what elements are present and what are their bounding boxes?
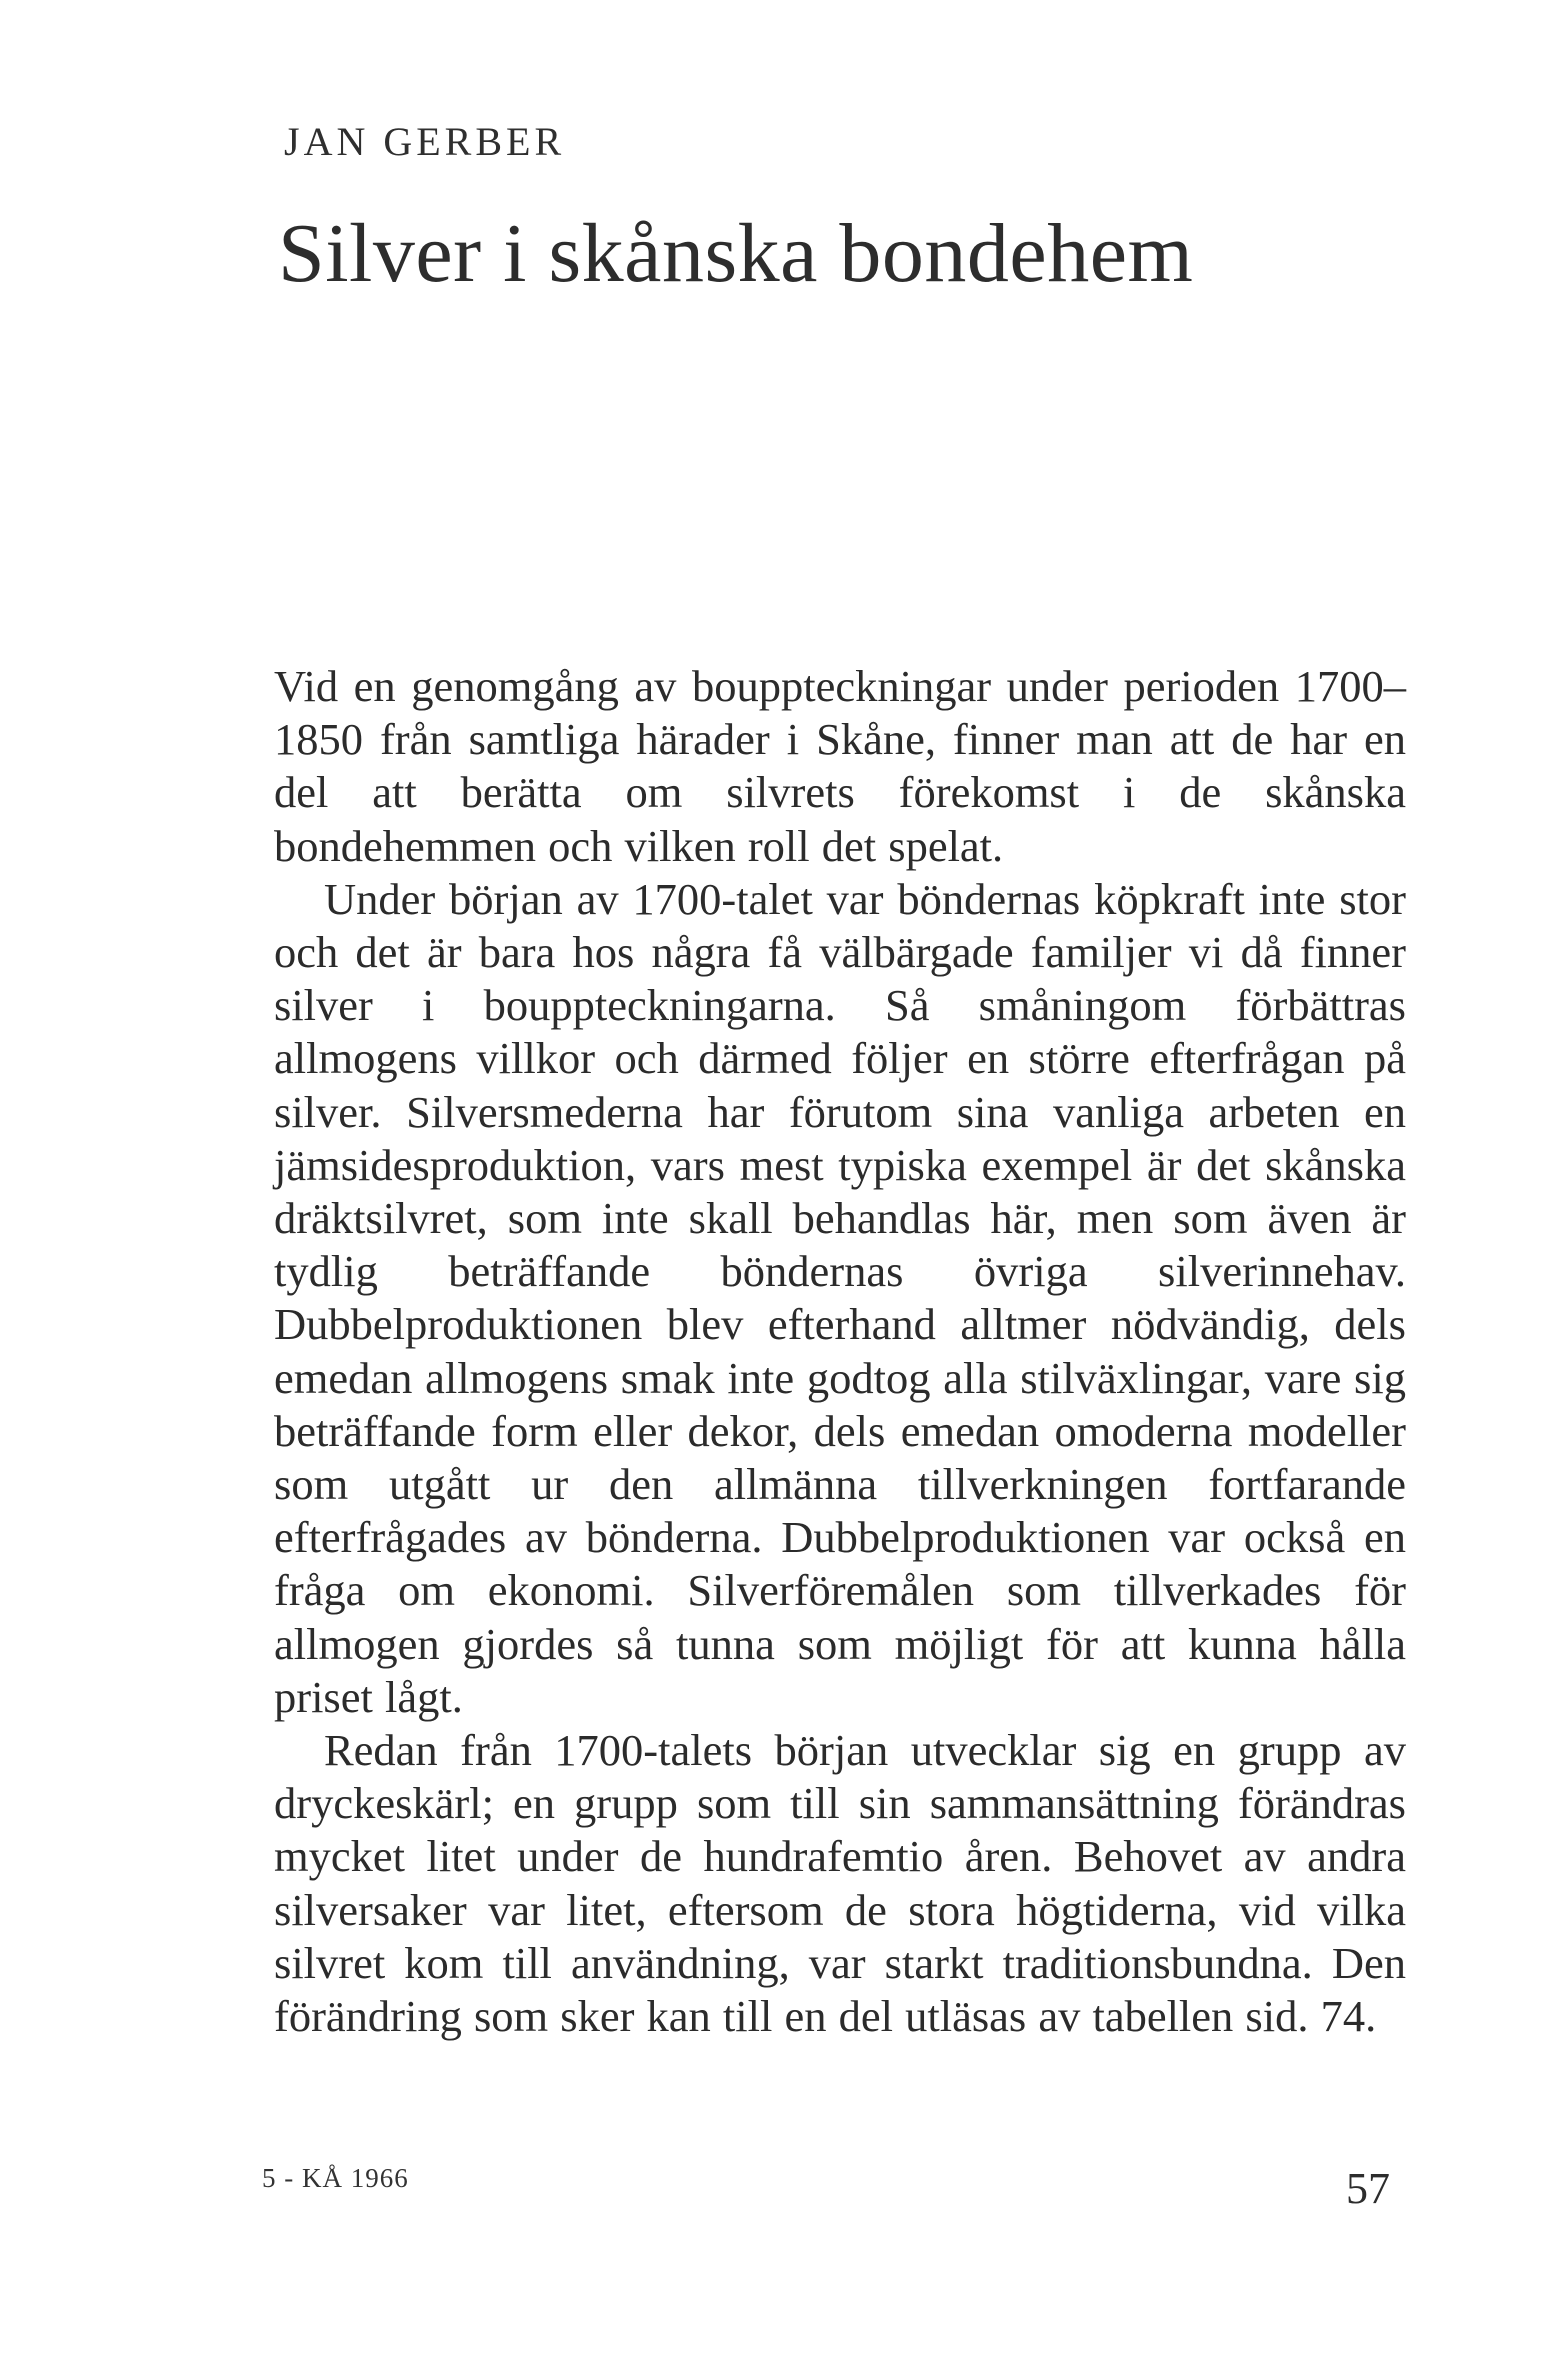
signature-mark: 5 - KÅ 1966 bbox=[262, 2163, 409, 2193]
paragraph: Vid en genomgång av bouppteckningar under perioden 1700–1850 från samtliga härader i Skåne, finner man att de har en del att berätta om silvrets förekomst i de skånska bondehemmen och vilken roll det spelat. bbox=[274, 661, 1406, 871]
page-number: 57 bbox=[1346, 2164, 1390, 2213]
paragraph: Redan från 1700-talets början utvecklar sig en grupp av dryckeskärl; en grupp som till sin sammansättning förändras mycket litet under de hundrafemtio åren. Behovet av andra silversaker var litet, eftersom de stora högtiderna, vid vilka silvret kom till användning, var starkt traditionsbundna. Den förändring som sker kan till en del utläsas av tabellen sid. 74. bbox=[274, 1725, 1406, 2042]
article-title: Silver i skånska bondehem bbox=[278, 207, 1194, 300]
author-name: JAN GERBER bbox=[284, 119, 566, 164]
article-body bbox=[274, 660, 1406, 2043]
paragraph: Under början av 1700-talet var böndernas köpkraft inte stor och det är bara hos några få välbärgade familjer vi då finner silver i bouppteckningarna. Så småningom förbättras allmogens villkor och därmed följer en större efterfrågan på silver. Silversmederna har förutom sina vanliga arbeten en jämsidesproduktion, vars mest typiska exempel är det skånska dräktsilvret, som inte skall behandlas här, men som även är tydlig beträffande böndernas övriga silverinnehav. Dubbelproduktionen blev efterhand alltmer nödvändig, dels emedan allmogens smak inte godtog alla stilväxlingar, vare sig beträffande form eller dekor, dels emedan omoderna modeller som utgått ur den allmänna tillverkningen fortfarande efterfrågades av bönderna. Dubbelproduktionen var också en fråga om ekonomi. Silverföremålen som tillverkades för allmogen gjordes så tunna som möjligt för att kunna hålla priset lågt. bbox=[274, 873, 1406, 1722]
